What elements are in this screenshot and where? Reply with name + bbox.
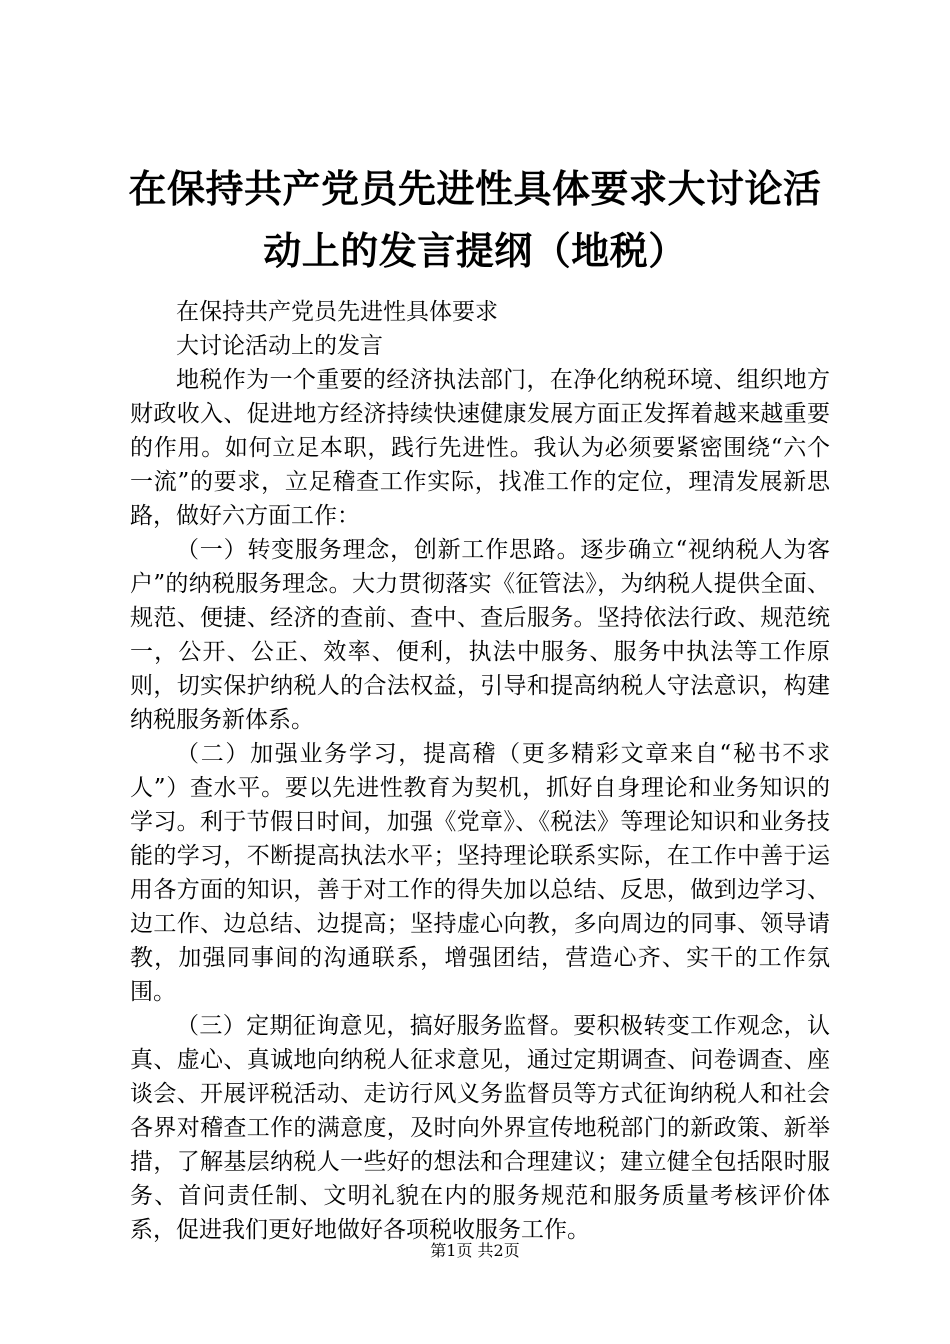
subtitle-line-2: 大讨论活动上的发言 [176, 333, 383, 359]
paragraph-section-3: （三）定期征询意见，搞好服务监督。要积极转变工作观念，认真、虚心、真诚地向纳税人征求意见，通过定期调查、问卷调查、座谈会、开展评税活动、走访行风义务监督员等方式征询纳税人和社会各界对稽查工作的满意度，及时向外界宣传地税部门的新政策、新举措，了解基层纳税人一些好的想法和合理建议；建立健全包括限时服务、首问责任制、文明礼貌在内的服务规范和服务质量考核评价体系，促进我们更好地做好各项税收服务工作。 [130, 1013, 830, 1243]
subtitle-line-1: 在保持共产党员先进性具体要求 [176, 299, 498, 325]
paragraph-section-1: （一）转变服务理念，创新工作思路。逐步确立“视纳税人为客户”的纳税服务理念。大力贯彻落实《征管法》，为纳税人提供全面、规范、便捷、经济的查前、查中、查后服务。坚持依法行政、规范统一，公开、公正、效率、便利，执法中服务、服务中执法等工作原则，切实保护纳税人的合法权益，引导和提高纳税人守法意识，构建纳税服务新体系。 [130, 537, 830, 733]
paragraph-section-2: （二）加强业务学习，提高稽（更多精彩文章来自“秘书不求人”）查水平。要以先进性教育为契机，抓好自身理论和业务知识的学习。利于节假日时间，加强《党章》、《税法》等理论知识和业务技能的学习，不断提高执法水平；坚持理论联系实际，在工作中善于运用各方面的知识，善于对工作的得失加以总结、反思，做到边学习、边工作、边总结、边提高；坚持虚心向教，多向周边的同事、领导请教，加强同事间的沟通联系，增强团结，营造心齐、实干的工作氛围。 [130, 741, 830, 1005]
paragraph-intro: 地税作为一个重要的经济执法部门，在净化纳税环境、组织地方财政收入、促进地方经济持续快速健康发展方面正发挥着越来越重要的作用。如何立足本职，践行先进性。我认为必须要紧密围绕“六个一流”的要求，立足稽查工作实际，找准工作的定位，理清发展新思路，做好六方面工作： [130, 367, 830, 529]
document-body [130, 295, 830, 1247]
page-footer: 第1页 共2页 [430, 1241, 520, 1260]
document-title: 在保持共产党员先进性具体要求大讨论活动上的发言提纲（地税） [128, 167, 822, 273]
